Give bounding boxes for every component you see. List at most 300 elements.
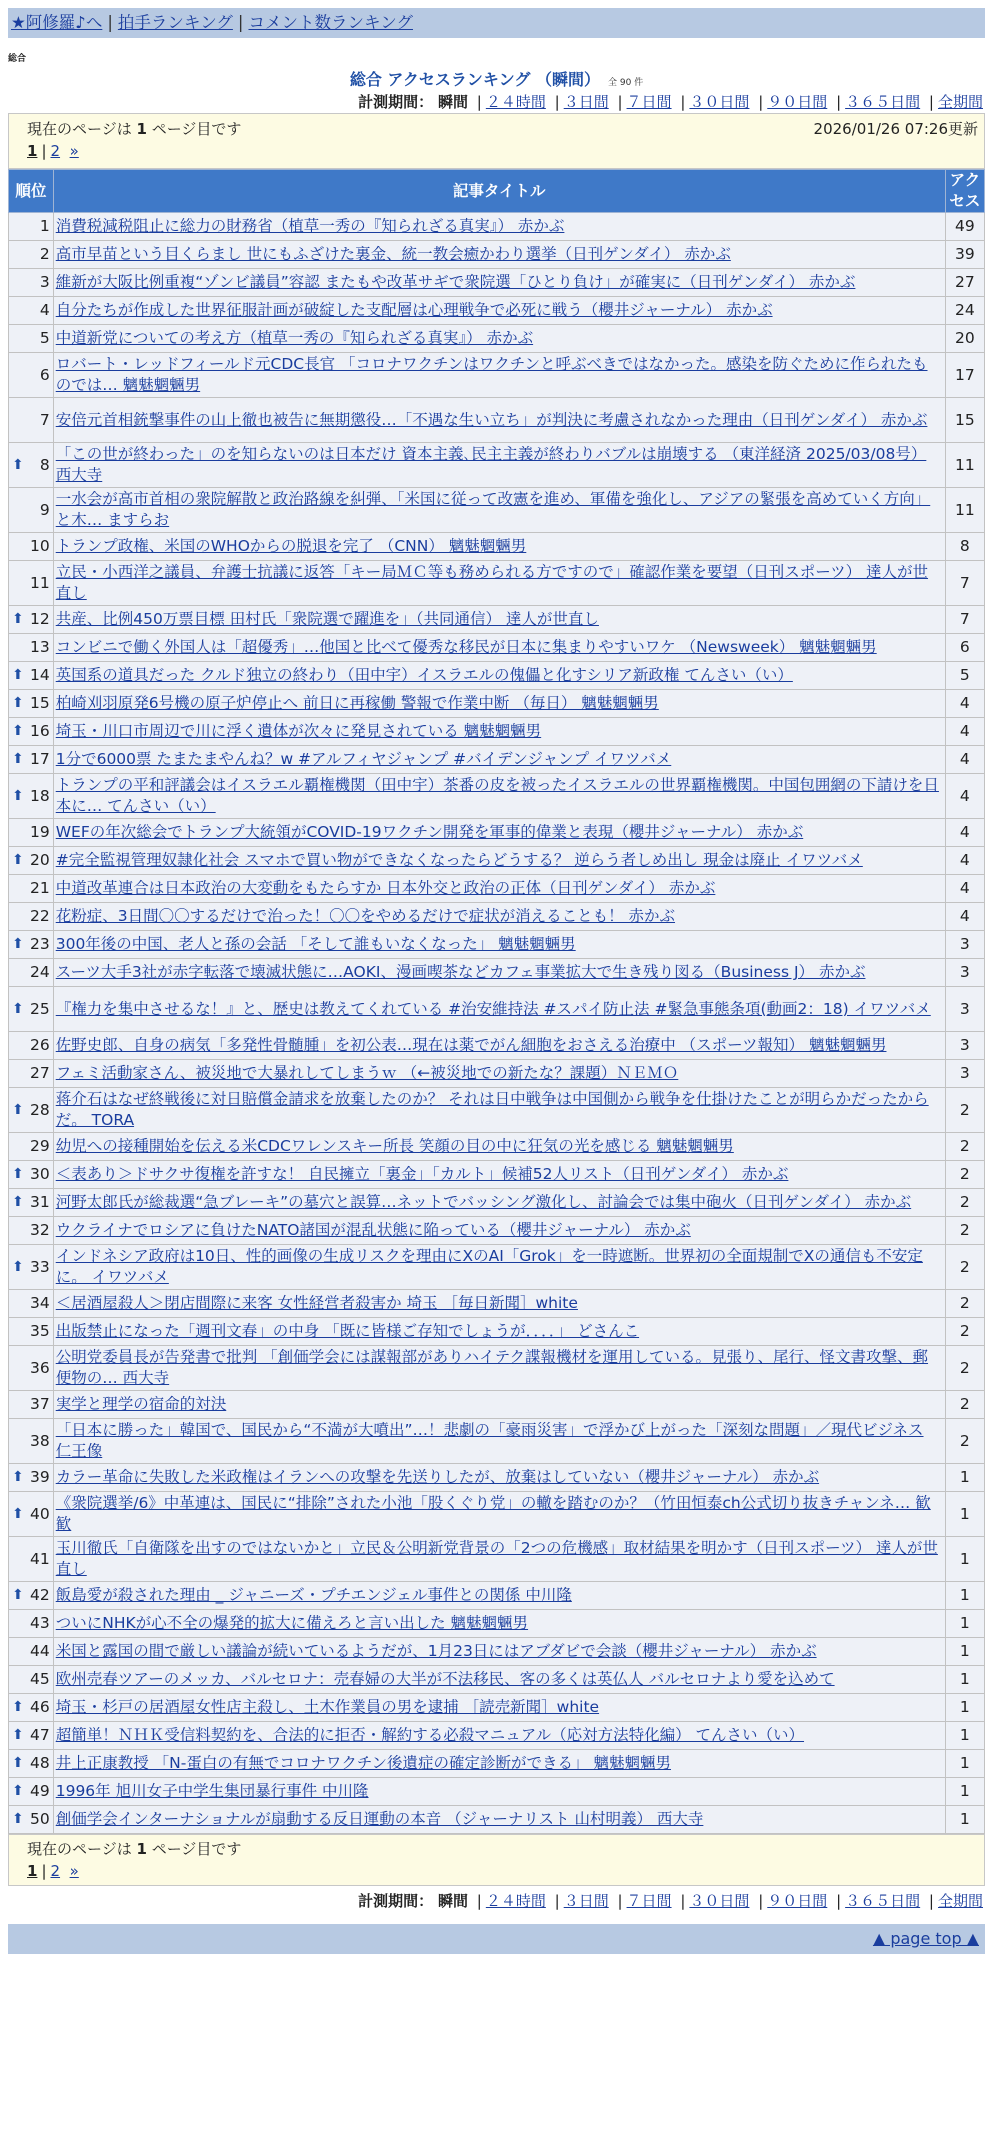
- rank-cell: [9, 533, 54, 561]
- article-link[interactable]: 飯島愛が殺された理由 _ ジャニーズ・プチエンジェル事件との関係 中川隆: [55, 1586, 572, 1604]
- rank-cell: [9, 819, 54, 847]
- rank-cell: [9, 1666, 54, 1694]
- access-count: 8: [945, 533, 984, 561]
- article-link[interactable]: ＜居酒屋殺人＞閉店間際に来客 女性経営者殺害か 埼玉 ［毎日新聞］white: [55, 1294, 578, 1312]
- table-row: [9, 1582, 985, 1610]
- rank-cell: [9, 297, 54, 325]
- article-link[interactable]: 自分たちが作成した世界征服計画が破綻した支配層は心理戦争で必死に戦う（櫻井ジャーナル） 赤かぶ: [55, 301, 773, 319]
- article-link[interactable]: 中道改革連合は日本政治の大変動をもたらすか 日本外交と政治の正体（日刊ゲンダイ） 赤かぶ: [55, 879, 716, 897]
- table-row: [9, 1318, 985, 1346]
- table-row: [9, 269, 985, 297]
- period-option[interactable]: ２４時間: [485, 1892, 546, 1910]
- rank-number: 34: [29, 1294, 50, 1312]
- clap-ranking-link[interactable]: 拍手ランキング: [117, 13, 233, 32]
- rank-number: 35: [29, 1322, 50, 1340]
- access-count: 2: [945, 1189, 984, 1217]
- rank-cell: [9, 1806, 54, 1834]
- period-current: 瞬間: [437, 93, 468, 111]
- article-link[interactable]: スーツ大手3社が赤字転落で壊滅状態に…AOKI、漫画喫茶などカフェ事業拡大で生き残り図る（Business J） 赤かぶ: [55, 963, 866, 981]
- period-option[interactable]: 全期間: [937, 1892, 983, 1910]
- access-count: 1: [945, 1806, 984, 1834]
- rank-number: 36: [29, 1358, 50, 1377]
- access-count: 2: [945, 1290, 984, 1318]
- rank-number: 30: [29, 1165, 50, 1183]
- table-row: [9, 1088, 985, 1133]
- pagination: 1 | 2 »: [27, 1862, 79, 1880]
- rank-cell: [9, 875, 54, 903]
- rank-number: 23: [29, 935, 50, 953]
- rank-cell: [9, 1133, 54, 1161]
- col-title-header: 記事タイトル: [53, 170, 945, 213]
- rank-cell: [9, 1610, 54, 1638]
- rank-number: 26: [29, 1036, 50, 1054]
- article-link[interactable]: 「日本に勝った」韓国で、国民から“不満が大噴出”…！悲劇の「豪雨災害」で浮かび上がった「深刻な問題」／現代ビジネス 仁王像: [55, 1421, 924, 1460]
- access-count: 11: [945, 443, 984, 488]
- title-cell: [53, 662, 945, 690]
- title-cell: [53, 1133, 945, 1161]
- access-count: 39: [945, 241, 984, 269]
- article-link[interactable]: トランプの平和評議会はイスラエル覇権機関（田中宇）茶番の皮を被ったイスラエルの世界覇権機関。中国包囲網の下請けを日本に… てんさい（い）: [55, 776, 939, 815]
- rank-cell: [9, 718, 54, 746]
- access-count: 1: [945, 1464, 984, 1492]
- rank-number: 7: [39, 410, 50, 429]
- rank-number: 20: [29, 851, 50, 869]
- rank-number: 33: [29, 1257, 50, 1276]
- rank-cell: [9, 1722, 54, 1750]
- table-row: [9, 746, 985, 774]
- rank-number: 27: [29, 1064, 50, 1082]
- title-cell: [53, 1722, 945, 1750]
- rank-cell: [9, 1582, 54, 1610]
- up-arrow-icon: ⬆: [12, 852, 24, 868]
- page-title: 総合 アクセスランキング （瞬間）: [349, 70, 600, 89]
- title-cell: [53, 774, 945, 819]
- title-cell: [53, 1610, 945, 1638]
- rank-number: 17: [29, 750, 50, 768]
- table-row: [9, 1032, 985, 1060]
- table-row: [9, 213, 985, 241]
- article-link[interactable]: 河野太郎氏が総裁選“急ブレーキ”の墓穴と誤算…ネットでバッシング激化し、討論会では集中砲火（日刊ゲンダイ） 赤かぶ: [55, 1193, 912, 1211]
- table-row: [9, 488, 985, 533]
- table-row: [9, 718, 985, 746]
- access-count: 17: [945, 353, 984, 398]
- access-count: 6: [945, 634, 984, 662]
- up-arrow-icon: ⬆: [12, 667, 24, 683]
- access-count: 1: [945, 1778, 984, 1806]
- table-row: [9, 606, 985, 634]
- period-selector: 計測期間： 瞬間 | ２４時間 | ３日間 | ７日間 | ３０日間 | ９０日間 | ３６５日間 | 全期間: [358, 93, 983, 111]
- rank-number: 18: [29, 786, 50, 805]
- access-count: 1: [945, 1694, 984, 1722]
- table-row: [9, 398, 985, 443]
- access-count: 2: [945, 1391, 984, 1419]
- rank-number: 50: [29, 1810, 50, 1828]
- title-cell: [53, 1217, 945, 1245]
- col-access-header: アクセス: [945, 170, 984, 213]
- up-arrow-icon: ⬆: [12, 1258, 24, 1275]
- article-link[interactable]: 中道新党についての考え方（植草一秀の『知られざる真実』） 赤かぶ: [55, 329, 534, 347]
- article-link[interactable]: 安倍元首相銃撃事件の山上徹也被告に無期懲役…「不遇な生い立ち」が判決に考慮されなかった理由（日刊ゲンダイ） 赤かぶ: [55, 410, 928, 429]
- article-link[interactable]: 花粉症、3日間〇〇するだけで治った！〇〇をやめるだけで症状が消えることも！ 赤かぶ: [55, 907, 676, 925]
- up-arrow-icon: ⬆: [12, 456, 24, 473]
- title-cell: [53, 1778, 945, 1806]
- rank-cell: [9, 1778, 54, 1806]
- period-option[interactable]: ３日間: [563, 1892, 609, 1910]
- access-count: 49: [945, 213, 984, 241]
- period-option[interactable]: ３６５日間: [845, 93, 921, 111]
- article-link[interactable]: トランプ政権、米国のWHOからの脱退を完了 （CNN） 魑魅魍魎男: [55, 537, 527, 555]
- title-cell: [53, 1032, 945, 1060]
- period-option[interactable]: ９０日間: [767, 93, 828, 111]
- article-link[interactable]: 立民・小西洋之議員、弁護士抗議に返答「キー局ＭＣ等も務められる方ですので」確認作業を要望（日刊スポーツ） 達人が世直し: [55, 563, 929, 602]
- access-count: 4: [945, 746, 984, 774]
- access-count: 1: [945, 1722, 984, 1750]
- rank-cell: [9, 213, 54, 241]
- table-row: [9, 1133, 985, 1161]
- title-cell: [53, 1537, 945, 1582]
- rank-number: 16: [29, 722, 50, 740]
- up-arrow-icon: ⬆: [12, 1194, 24, 1210]
- pager-top: [8, 113, 985, 169]
- rank-number: 22: [29, 907, 50, 925]
- article-link[interactable]: #完全監視管理奴隷化社会 スマホで買い物ができなくなったらどうする？ 逆らう者しめ出し 現金は廃止 イワツバメ: [55, 851, 863, 869]
- article-link[interactable]: カラー革命に失敗した米政権はイランへの攻撃を先送りしたが、放棄はしていない（櫻井ジャーナル） 赤かぶ: [55, 1468, 820, 1486]
- title-cell: [53, 1582, 945, 1610]
- access-count: 4: [945, 819, 984, 847]
- access-count: 1: [945, 1750, 984, 1778]
- title-cell: [53, 1290, 945, 1318]
- article-link[interactable]: 埼玉・川口市周辺で川に浮く遺体が次々に発見されている 魑魅魍魎男: [55, 722, 542, 740]
- title-cell: [53, 1161, 945, 1189]
- table-row: [9, 1610, 985, 1638]
- table-row: [9, 690, 985, 718]
- rank-number: 28: [29, 1100, 50, 1119]
- article-link[interactable]: コンビニで働く外国人は「超優秀」…他国と比べて優秀な移民が日本に集まりやすいワケ （Newsweek） 魑魅魍魎男: [55, 638, 877, 656]
- rank-cell: [9, 1346, 54, 1391]
- rank-cell: [9, 353, 54, 398]
- table-row: [9, 1217, 985, 1245]
- ranking-title: [0, 69, 993, 91]
- rank-number: 14: [29, 666, 50, 684]
- article-link[interactable]: 実学と理学の宿命的対決: [55, 1395, 227, 1413]
- rank-cell: [9, 1638, 54, 1666]
- access-count: 1: [945, 1492, 984, 1537]
- title-cell: [53, 1391, 945, 1419]
- article-link[interactable]: 1分で6000票 たまたまやんね？w #アルフィヤジャンプ #バイデンジャンプ イワツバメ: [55, 750, 672, 768]
- access-count: 2: [945, 1217, 984, 1245]
- page-2-link[interactable]: 2: [50, 1862, 61, 1880]
- access-count: 15: [945, 398, 984, 443]
- genre-label: 総合: [8, 54, 27, 64]
- title-cell: [53, 634, 945, 662]
- rank-number: 48: [29, 1754, 50, 1772]
- article-link[interactable]: 蒋介石はなぜ終戦後に対日賠償金請求を放棄したのか？ それは日中戦争は中国側から戦争を仕掛けたことが明らかだったからだ。 TORA: [55, 1090, 929, 1129]
- rank-cell: [9, 443, 54, 488]
- access-count: 1: [945, 1582, 984, 1610]
- up-arrow-icon: ⬆: [12, 1755, 24, 1771]
- title-cell: [53, 1189, 945, 1217]
- table-row: [9, 1189, 985, 1217]
- article-link[interactable]: ウクライナでロシアに負けたNATO諸国が混乱状態に陥っている（櫻井ジャーナル） 赤かぶ: [55, 1221, 691, 1239]
- period-option[interactable]: ３０日間: [689, 1892, 750, 1910]
- table-row: [9, 662, 985, 690]
- home-link[interactable]: ★阿修羅♪へ: [11, 13, 103, 32]
- title-cell: [53, 443, 945, 488]
- pagination: 1 | 2 »: [27, 142, 79, 160]
- title-cell: [53, 1060, 945, 1088]
- article-link[interactable]: 超簡単！ＮＨＫ受信料契約を、合法的に拒否・解約する必殺マニュアル（応対方法特化編） てんさい（い）: [55, 1726, 805, 1744]
- title-cell: [53, 533, 945, 561]
- article-link[interactable]: 高市早苗という目くらまし 世にもふざけた裏金、統一教会癒かわり選挙（日刊ゲンダイ） 赤かぶ: [55, 245, 731, 263]
- title-cell: [53, 847, 945, 875]
- access-count: 4: [945, 774, 984, 819]
- table-row: [9, 241, 985, 269]
- article-link[interactable]: 一水会が高市首相の衆院解散と政治路線を糾弾、「米国に従って改憲を進め、軍備を強化し、アジアの緊張を高めていく方向」と木… ますらお: [55, 490, 931, 529]
- rank-cell: [9, 1750, 54, 1778]
- title-cell: [53, 875, 945, 903]
- table-row: [9, 1666, 985, 1694]
- rank-number: 10: [29, 537, 50, 555]
- up-arrow-icon: ⬆: [12, 695, 24, 711]
- rank-cell: [9, 1161, 54, 1189]
- article-link[interactable]: 幼児への接種開始を伝える米CDCワレンスキー所長 笑顔の目の中に狂気の光を感じる 魑魅魍魎男: [55, 1137, 734, 1155]
- rank-number: 41: [29, 1549, 50, 1568]
- access-count: 7: [945, 561, 984, 606]
- table-row: [9, 819, 985, 847]
- period-option[interactable]: ３６５日間: [845, 1892, 921, 1910]
- access-count: 4: [945, 875, 984, 903]
- article-link[interactable]: 《衆院選挙/6》中革連は、国民に“排除”された小池「股くぐり党」の轍を踏むのか？（竹田恒泰ch公式切り抜きチャンネ… 歓歓: [55, 1494, 931, 1533]
- title-cell: [53, 213, 945, 241]
- table-row: [9, 1391, 985, 1419]
- table-row: [9, 1806, 985, 1834]
- title-cell: [53, 1318, 945, 1346]
- rank-number: 42: [29, 1586, 50, 1604]
- rank-number: 11: [29, 573, 50, 592]
- article-link[interactable]: 欧州売春ツアーのメッカ、バルセロナ：売春婦の大半が不法移民、客の多くは英仏人 バルセロナより愛を込めて: [55, 1670, 835, 1688]
- rank-cell: [9, 1245, 54, 1290]
- page-2-link[interactable]: 2: [50, 142, 61, 160]
- title-cell: [53, 1245, 945, 1290]
- article-link[interactable]: 玉川徹氏「自衛隊を出すのではないかと」立民＆公明新党背景の「2つの危機感」取材結果を明かす（日刊スポーツ） 達人が世直し: [55, 1539, 938, 1578]
- article-link[interactable]: 井上正康教授 「N-蛋白の有無でコロナワクチン後遺症の確定診断ができる」 魑魅魍魎男: [55, 1754, 671, 1772]
- access-count: 2: [945, 1133, 984, 1161]
- up-arrow-icon: ⬆: [12, 1727, 24, 1743]
- article-link[interactable]: 300年後の中国、老人と孫の会話 「そして誰もいなくなった」 魑魅魍魎男: [55, 935, 576, 953]
- article-link[interactable]: 『権力を集中させるな！』と、歴史は教えてくれている #治安維持法 #スパイ防止法 #緊急事態条項(動画2：18) イワツバメ: [55, 999, 931, 1018]
- article-link[interactable]: 出版禁止になった「週刊文春」の中身 「既に皆様ご存知でしょうが．．．．」 どさんこ: [55, 1322, 640, 1340]
- rank-cell: [9, 1391, 54, 1419]
- rank-number: 9: [39, 500, 50, 519]
- access-count: 27: [945, 269, 984, 297]
- title-cell: [53, 241, 945, 269]
- article-link[interactable]: 公明党委員長が告発書で批判 「創価学会には謀報部がありハイテク諜報機材を運用している。見張り、尾行、怪文書攻撃、郵便物の… 西大寺: [55, 1348, 929, 1387]
- article-link[interactable]: フェミ活動家さん、被災地で大暴れしてしまうｗ （←被災地での新たな？課題）ＮＥＭＯ: [55, 1064, 679, 1082]
- article-link[interactable]: 維新が大阪比例重複“ゾンビ議員”容認 またもや改革サギで衆院選「ひとり負け」が確実に（日刊ゲンダイ） 赤かぶ: [55, 273, 856, 291]
- rank-number: 2: [39, 245, 50, 263]
- access-count: 11: [945, 488, 984, 533]
- article-link[interactable]: ついにNHKが心不全の爆発的拡大に備えろと言い出した 魑魅魍魎男: [55, 1614, 529, 1632]
- table-row: [9, 1537, 985, 1582]
- access-count: 2: [945, 1318, 984, 1346]
- up-arrow-icon: ⬆: [12, 1000, 24, 1017]
- up-arrow-icon: ⬆: [12, 1783, 24, 1799]
- access-count: 5: [945, 662, 984, 690]
- ranking-body: [9, 213, 985, 1834]
- rank-cell: [9, 241, 54, 269]
- rank-cell: [9, 398, 54, 443]
- up-arrow-icon: ⬆: [12, 936, 24, 952]
- title-cell: [53, 1464, 945, 1492]
- access-count: 2: [945, 1245, 984, 1290]
- table-row: [9, 1638, 985, 1666]
- access-count: 1: [945, 1610, 984, 1638]
- rank-cell: [9, 1032, 54, 1060]
- article-link[interactable]: 消費税減税阻止に総力の財務省（植草一秀の『知られざる真実』） 赤かぶ: [55, 217, 565, 235]
- access-count: 2: [945, 1161, 984, 1189]
- rank-number: 6: [39, 365, 50, 384]
- rank-cell: [9, 561, 54, 606]
- access-count: 2: [945, 1088, 984, 1133]
- pager-bottom: [8, 1834, 985, 1886]
- ranking-table: [8, 169, 985, 1834]
- article-link[interactable]: インドネシア政府は10日、性的画像の生成リスクを理由にXのAI「Grok」を一時遮断。世界初の全面規制でXの通信も不安定に。 イワツバメ: [55, 1247, 923, 1286]
- rank-cell: [9, 1419, 54, 1464]
- article-link[interactable]: 佐野史郎、自身の病気「多発性骨髄腫」を初公表…現在は薬でがん細胞をおさえる治療中 （スポーツ報知） 魑魅魍魎男: [55, 1036, 887, 1054]
- up-arrow-icon: ⬆: [12, 1811, 24, 1827]
- rank-number: 39: [29, 1468, 50, 1486]
- rank-number: 46: [29, 1698, 50, 1716]
- access-count: 4: [945, 690, 984, 718]
- title-cell: [53, 561, 945, 606]
- page-1-current: 1: [27, 1862, 38, 1880]
- period-option[interactable]: ７日間: [626, 1892, 672, 1910]
- period-option[interactable]: ７日間: [626, 93, 672, 111]
- table-row: [9, 774, 985, 819]
- title-cell: [53, 931, 945, 959]
- up-arrow-icon: ⬆: [12, 1587, 24, 1603]
- rank-number: 1: [39, 217, 50, 235]
- rank-number: 3: [39, 273, 50, 291]
- article-link[interactable]: 埼玉・杉戸の居酒屋女性店主殺し、土木作業員の男を逮捕 ［読売新聞］white: [55, 1698, 600, 1716]
- rank-cell: [9, 488, 54, 533]
- access-count: 24: [945, 297, 984, 325]
- rank-cell: [9, 1189, 54, 1217]
- period-option[interactable]: ３０日間: [689, 93, 750, 111]
- rank-number: 32: [29, 1221, 50, 1239]
- rank-number: 8: [39, 455, 50, 474]
- next-page-link[interactable]: »: [69, 1862, 79, 1880]
- table-row: [9, 1722, 985, 1750]
- title-cell: [53, 1666, 945, 1694]
- title-cell: [53, 959, 945, 987]
- rank-cell: [9, 1464, 54, 1492]
- period-option[interactable]: ３日間: [563, 93, 609, 111]
- access-count: 20: [945, 325, 984, 353]
- rank-cell: [9, 1492, 54, 1537]
- table-row: [9, 634, 985, 662]
- page-top-link[interactable]: ▲ page top ▲: [872, 1929, 979, 1948]
- title-cell: [53, 1750, 945, 1778]
- rank-cell: [9, 1537, 54, 1582]
- article-link[interactable]: ロバート・レッドフィールド元CDC長官 「コロナワクチンはワクチンと呼ぶべきではなかった。感染を防ぐために作られたものでは… 魑魅魍魎男: [55, 355, 928, 394]
- current-page-text: 現在のページは 1 ページ目です: [27, 120, 242, 138]
- page-1-current: 1: [27, 142, 38, 160]
- access-count: 1: [945, 1537, 984, 1582]
- footer-bar: [8, 1924, 985, 1954]
- article-link[interactable]: 柏崎刈羽原発6号機の原子炉停止へ 前日に再稼働 警報で作業中断 （毎日） 魑魅魍魎男: [55, 694, 659, 712]
- title-cell: [53, 690, 945, 718]
- table-row: [9, 959, 985, 987]
- table-row: [9, 847, 985, 875]
- period-option[interactable]: 全期間: [937, 93, 983, 111]
- up-arrow-icon: ⬆: [12, 723, 24, 739]
- access-count: 3: [945, 1060, 984, 1088]
- comment-ranking-link[interactable]: コメント数ランキング: [248, 13, 413, 32]
- table-row: [9, 1464, 985, 1492]
- table-row: [9, 353, 985, 398]
- current-page-text: 現在のページは 1 ページ目です: [27, 1840, 242, 1858]
- period-option[interactable]: ２４時間: [485, 93, 546, 111]
- rank-cell: [9, 1217, 54, 1245]
- rank-cell: [9, 325, 54, 353]
- rank-number: 40: [29, 1504, 50, 1523]
- article-link[interactable]: 1996年 旭川女子中学生集団暴行事件 中川隆: [55, 1782, 369, 1800]
- rank-number: 24: [29, 963, 50, 981]
- period-option[interactable]: ９０日間: [767, 1892, 828, 1910]
- rank-number: 4: [39, 301, 50, 319]
- rank-number: 21: [29, 879, 50, 897]
- rank-cell: [9, 1290, 54, 1318]
- table-row: [9, 931, 985, 959]
- title-cell: [53, 353, 945, 398]
- table-row: [9, 1694, 985, 1722]
- article-link[interactable]: WEFの年次総会でトランプ大統領がCOVID-19ワクチン開発を軍事的偉業と表現（櫻井ジャーナル） 赤かぶ: [55, 823, 804, 841]
- article-link[interactable]: 英国系の道具だった クルド独立の終わり（田中宇）イスラエルの傀儡と化すシリア新政権 てんさい（い）: [55, 666, 793, 684]
- table-row: [9, 1750, 985, 1778]
- article-link[interactable]: 「この世が終わった」のを知らないのは日本だけ 資本主義､民主主義が終わりバブルは崩壊する （東洋経済 2025/03/08号） 西大寺: [55, 445, 927, 484]
- title-cell: [53, 1694, 945, 1722]
- title-cell: [53, 606, 945, 634]
- rank-cell: [9, 269, 54, 297]
- title-cell: [53, 1492, 945, 1537]
- table-row: [9, 875, 985, 903]
- article-link[interactable]: 共産、比例450万票目標 田村氏「衆院選で躍進を」（共同通信） 達人が世直し: [55, 610, 599, 628]
- access-count: 2: [945, 1419, 984, 1464]
- table-row: [9, 533, 985, 561]
- title-cell: [53, 903, 945, 931]
- title-cell: [53, 325, 945, 353]
- rank-cell: [9, 606, 54, 634]
- rank-number: 5: [39, 329, 50, 347]
- title-cell: [53, 987, 945, 1032]
- rank-cell: [9, 1318, 54, 1346]
- table-row: [9, 297, 985, 325]
- article-link[interactable]: 創価学会インターナショナルが扇動する反日運動の本音 （ジャーナリスト 山村明義） 西大寺: [55, 1810, 704, 1828]
- article-link[interactable]: 米国と露国の間で厳しい議論が続いているようだが、1月23日にはアブダビで会談（櫻井ジャーナル） 赤かぶ: [55, 1642, 817, 1660]
- rank-cell: [9, 1060, 54, 1088]
- table-row: [9, 1492, 985, 1537]
- rank-cell: [9, 987, 54, 1032]
- rank-cell: [9, 634, 54, 662]
- rank-cell: [9, 774, 54, 819]
- access-count: 2: [945, 1346, 984, 1391]
- article-link[interactable]: ＜表あり＞ドサクサ復権を許すな！ 自民擁立「裏金」「カルト」候補52人リスト（日刊ゲンダイ） 赤かぶ: [55, 1165, 789, 1183]
- title-cell: [53, 1346, 945, 1391]
- rank-number: 38: [29, 1431, 50, 1450]
- next-page-link[interactable]: »: [69, 142, 79, 160]
- title-cell: [53, 1419, 945, 1464]
